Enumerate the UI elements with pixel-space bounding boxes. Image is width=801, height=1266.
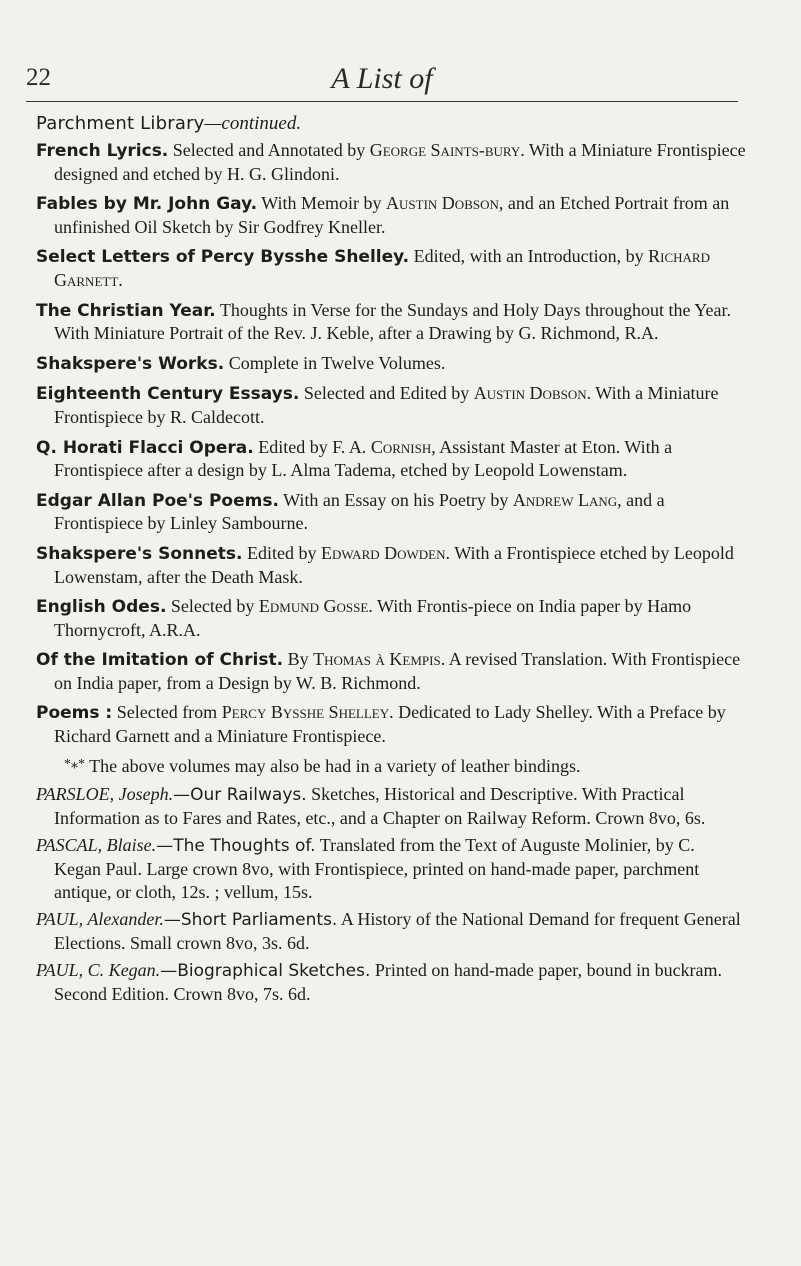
book-description: Sketches, Historical and Descriptive. With Practical Information as to Fares and Rates, etc., and a Chapter on Railway Reform. Crown 8vo, (54, 784, 685, 828)
book-title: The Christian Year. (36, 300, 216, 321)
running-title: A List of (331, 62, 433, 95)
book-description-tail: . With a Frontispiece etched by Leopold Lowenstam, after the Death Mask. (54, 542, 734, 587)
person-name: Percy Bysshe Shelley (221, 702, 390, 723)
catalog-entry (36, 783, 746, 829)
book-entry (36, 299, 746, 345)
book-entry (36, 489, 746, 535)
book-entry (36, 542, 746, 588)
header-rule (26, 101, 738, 102)
book-description: By (283, 649, 314, 670)
person-name: Austin Dobson (473, 383, 587, 404)
book-description-tail: . With Frontis-piece on India paper by Hamo Thornycroft, A.R.A. (54, 596, 692, 640)
book-title: Shakspere's Sonnets. (36, 543, 243, 564)
price: 3s. 6d. (261, 932, 310, 953)
book-description-tail: . With a Miniature Frontispiece by R. Caldecott. (54, 383, 719, 427)
note-text: The above volumes may also be had in a variety of leather bindings. (85, 755, 581, 776)
book-description: A History of the National Demand for frequent General Elections. Small crown 8vo, (54, 909, 741, 953)
person-name: Cornish (370, 436, 432, 457)
page-number: 22 (26, 64, 51, 91)
book-description: Printed on hand-made paper, bound in buckram. Second Edition. Crown 8vo, (54, 960, 723, 1004)
book-entry (36, 648, 746, 694)
author-name: PAUL, Alexander. (36, 909, 164, 930)
person-name: Edward Dowden (320, 542, 446, 563)
person-name: Richard Garnett (54, 246, 710, 290)
author-name: PAUL, C. Kegan. (36, 960, 161, 981)
book-description: Edited by F. A. (253, 436, 371, 457)
book-description: Edited, with an Introduction, by (409, 246, 649, 267)
book-entry (36, 701, 746, 747)
book-title: French Lyrics. (36, 141, 169, 161)
book-title: Eighteenth Century Essays. (36, 384, 300, 405)
book-description: Selected and Edited by (299, 383, 474, 404)
person-name: Thomas à Kempis (313, 649, 441, 670)
book-title: —The Thoughts of. (156, 836, 316, 857)
book-description-tail: . Dedicated to Lady Shelley. With a Preface by Richard Garnett and a Miniature Frontispiece. (54, 702, 726, 747)
book-description-tail: . (118, 269, 123, 290)
book-title: Poems : (36, 703, 113, 724)
book-entry (36, 139, 746, 185)
book-description: With an Essay on his Poetry by (278, 489, 513, 510)
book-description: Selected and Annotated by (168, 140, 370, 160)
book-title: Fables by Mr. John Gay. (36, 194, 258, 215)
book-description: Translated from the Text of Auguste Molinier, by C. Kegan Paul. Large crown 8vo, with Frontispiece, printed on hand-made paper, parchment antique, or cloth, (54, 835, 700, 902)
book-title: Edgar Allan Poe's Poems. (36, 490, 279, 511)
book-description-tail: . A revised Translation. With Frontispiece on India paper, from a Design by W. B. Richmond. (54, 649, 741, 693)
price: 12s. (180, 881, 210, 902)
section-heading (36, 112, 746, 136)
catalog-entry (36, 908, 746, 954)
person-name: George Saints-bury (369, 140, 521, 160)
book-title: Select Letters of Percy Bysshe Shelley. (36, 247, 410, 268)
book-title: —Our Railways. (173, 785, 307, 806)
book-description-tail: , and a Frontispiece by Linley Sambourne. (54, 489, 665, 534)
catalog-entry (36, 834, 746, 903)
book-description: Edited by (242, 542, 321, 563)
section-continued: —continued. (204, 113, 302, 134)
book-entry (36, 595, 746, 641)
page-content (36, 112, 746, 1011)
book-description: Selected from (112, 702, 222, 723)
price: 6s. (684, 807, 706, 828)
book-description-tail: , and an Etched Portrait from an unfinished Oil Sketch by Sir Godfrey Kneller. (54, 193, 730, 237)
book-entry (36, 436, 746, 482)
book-title: —Short Parliaments. (163, 910, 338, 931)
book-title: Shakspere's Works. (36, 353, 225, 374)
book-entry (36, 245, 746, 291)
book-title: —Biographical Sketches. (160, 961, 371, 982)
person-name: Andrew Lang (512, 489, 618, 510)
page-header (26, 62, 738, 102)
person-name: Austin Dobson (386, 193, 499, 214)
book-title: Q. Horati Flacci Opera. (36, 437, 254, 458)
book-description: Thoughts in Verse for the Sundays and Holy Days throughout the Year. With Miniature Portrait of the Rev. J. Keble, after a Drawing by G. Richmond, R.A. (54, 299, 731, 344)
catalog-entry (36, 959, 746, 1005)
book-entry (36, 192, 746, 238)
book-entry (36, 382, 746, 428)
author-name: PARSLOE, Joseph. (36, 784, 174, 805)
book-description: With Memoir by (257, 193, 387, 214)
entry-list (36, 139, 746, 748)
asterism: *⁎* (64, 756, 85, 772)
book-description-tail: . With a Miniature Frontispiece designed and etched by H. G. Glindoni. (54, 140, 746, 184)
book-entry (36, 352, 746, 376)
book-description-tail: , Assistant Master at Eton. With a Frontispiece after a design by L. Alma Tadema, etched by Leopold Lowenstam. (54, 436, 673, 481)
book-description: Complete in Twelve Volumes. (224, 352, 446, 373)
book-description: Selected by (166, 596, 259, 617)
binding-note (36, 755, 746, 781)
person-name: Edmund Gosse (258, 596, 369, 617)
bibliography-list (36, 783, 746, 1005)
price: 7s. 6d. (263, 984, 311, 1004)
section-title: Parchment Library (36, 113, 205, 134)
book-title: English Odes. (36, 597, 167, 618)
author-name: PASCAL, Blaise. (36, 835, 157, 856)
book-title: Of the Imitation of Christ. (36, 650, 284, 671)
book-description-tail: ; vellum, 15s. (209, 881, 313, 902)
